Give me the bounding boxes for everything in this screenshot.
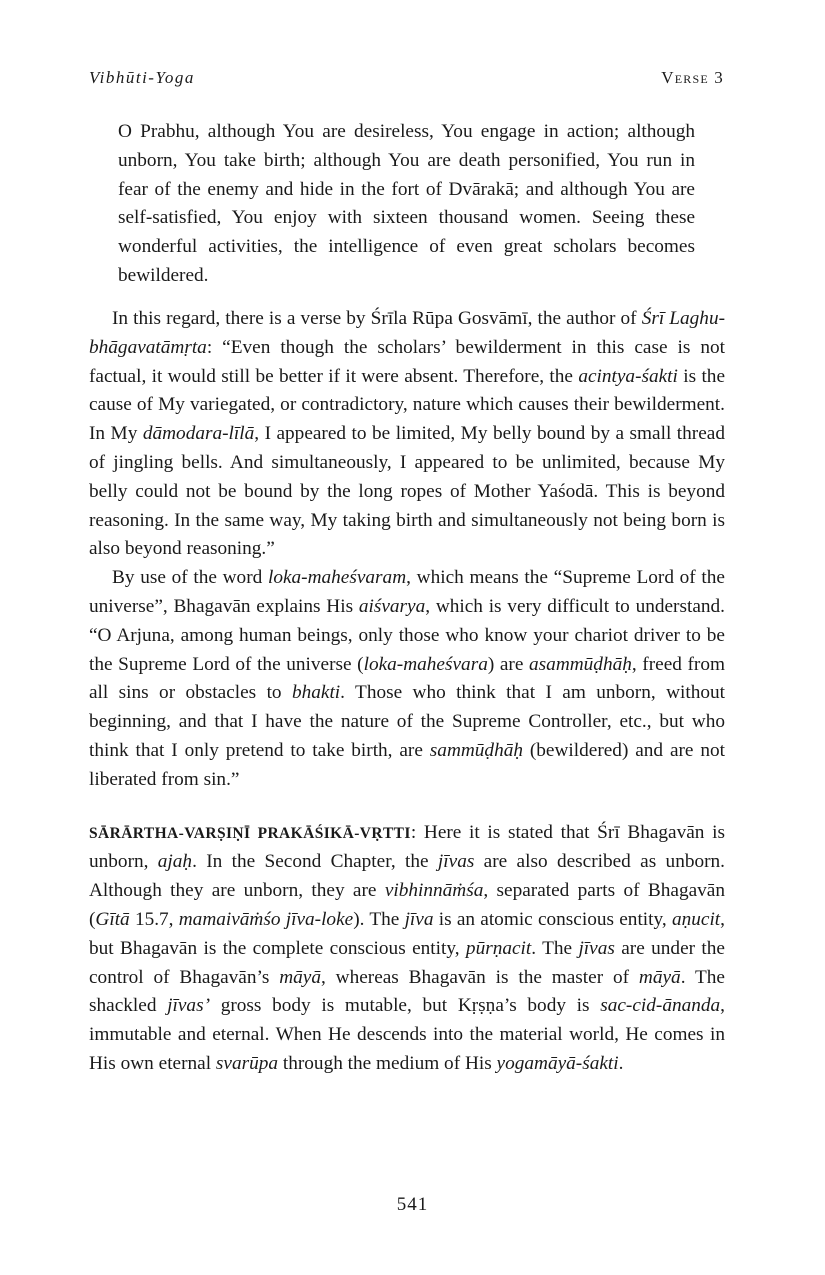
commentary-heading: SĀRĀRTHA-VARṢIṆĪ PRAKĀŚIKĀ-VṚTTI xyxy=(89,824,411,842)
paragraph-commentary: SĀRĀRTHA-VARṢIṆĪ PRAKĀŚIKĀ-VṚTTI: Here it is stated that Śrī Bhagavān is unborn, ajaḥ. In the Second Chapter, the jīvas are also described as unborn. Although they are unborn, they are vibhinnāṁśa, separated parts of Bhagavān (Gītā 15.7, mamaivāṁśo jīva-loke). The jīva is an atomic conscious entity, aṇucit, but Bhagavān is the complete conscious entity, pūrṇacit. The jīvas are under the control of Bhagavān’s māyā, whereas Bhagavān is the master of māyā. The shackled jīvas’ gross body is mutable, but Kṛṣṇa’s body is sac-cid-ānanda, immutable and eternal. When He descends into the material world, He comes in His own eternal svarūpa through the medium of His yogamāyā-śakti. xyxy=(89,821,725,1074)
running-header xyxy=(89,68,724,92)
main-text xyxy=(89,305,725,1079)
chapter-title: Vibhūti-Yoga xyxy=(89,68,195,87)
verse-label: Verse 3 xyxy=(661,68,724,87)
paragraph-rupa-gosvami: In this regard, there is a verse by Śrīla Rūpa Gosvāmī, the author of Śrī Laghu-bhāgavatāmṛta: “Even though the scholars’ bewilderment in this case is not factual, it would still be better if it were absent. Therefore, the acintya-śakti is the cause of My variegated, or contradictory, nature which causes their bewilderment. In My dāmodara-līlā, I appeared to be limited, My belly bound by a small thread of jingling bells. And simultaneously, I appeared to be unlimited, because My belly could not be bound by the long ropes of Mother Yaśodā. This is beyond reasoning. In the same way, My taking birth and simultaneously not being born is also beyond reasoning.” xyxy=(89,308,726,560)
page-number: 541 xyxy=(396,1194,429,1215)
paragraph-loka-mahesvaram: By use of the word loka-maheśvaram, which means the “Supreme Lord of the universe”, Bhagavān explains His aiśvarya, which is very difficult to understand. “O Arjuna, among human beings, only those who know your chariot driver to be the Supreme Lord of the universe (loka-maheśvara) are asammūḍhāḥ, freed from all sins or obstacles to bhakti. Those who think that I am unborn, without beginning, and that I have the nature of the Supreme Controller, etc., but who think that I only pretend to take birth, are sammūḍhāḥ (bewildered) and are not liberated from sin.” xyxy=(89,567,725,790)
block-quote: O Prabhu, although You are desireless, You engage in action; although unborn, You take birth; although You are death personified, You run in fear of the enemy and hide in the fort of Dvārakā; and although You are self-satisfied, You enjoy with sixteen thousand women. Seeing these wonderful activities, the intelligence of even great scholars becomes bewildered. xyxy=(118,121,695,286)
